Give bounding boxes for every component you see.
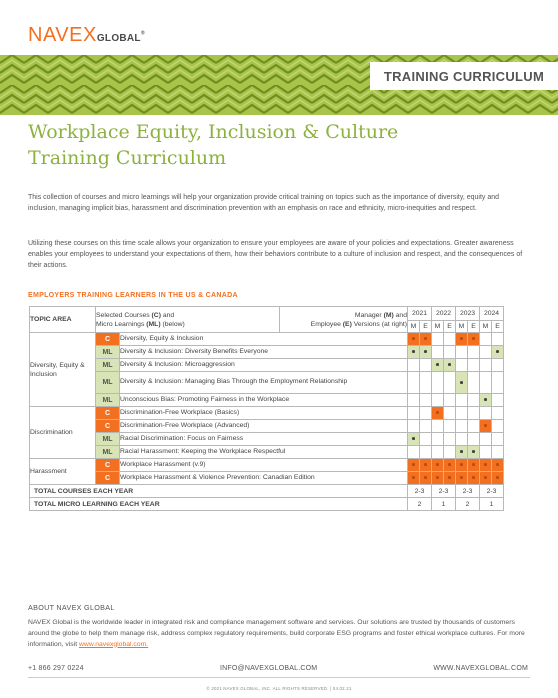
version-e-header: E — [468, 321, 480, 333]
version-e-header: E — [420, 321, 432, 333]
course-row — [30, 459, 504, 472]
intro-paragraph-1: This collection of courses and micro learnings will help your organization provide critical training on topics such as the importance of diversity, equity and inclusion, managing implicit bias, harassment and discrimination prevention with an emphasis on race and ethnicity, micro-inequities and respect. — [28, 194, 500, 213]
year-header: 2022 — [432, 307, 456, 321]
course-type-badge: ML — [96, 394, 120, 407]
empty-cell — [432, 333, 444, 346]
empty-cell — [492, 433, 504, 446]
about-text: NAVEX Global is the worldwide leader in integrated risk and compliance management software and services. Our solutions are trusted by thousands of customers around the globe to help them manage risk, address complex regulatory requirements, build corporate ESG programs and foster ethical workplace cultures. For more information, visit — [28, 619, 525, 648]
empty-cell — [420, 372, 432, 394]
scheduled-dot-icon — [412, 437, 415, 440]
empty-cell — [408, 372, 420, 394]
empty-cell — [468, 372, 480, 394]
total-micro-value: 1 — [480, 498, 504, 511]
scheduled-dot-icon — [412, 337, 415, 340]
training-curriculum-tag: TRAINING CURRICULUM — [370, 62, 558, 90]
versions-header — [280, 307, 408, 333]
scheduled-cell — [468, 333, 480, 346]
scheduled-dot-icon — [472, 450, 475, 453]
scheduled-dot-icon — [460, 463, 463, 466]
scheduled-cell — [408, 333, 420, 346]
scheduled-dot-icon — [472, 463, 475, 466]
micro-header-ml: (ML) — [146, 320, 161, 328]
scheduled-cell — [480, 472, 492, 485]
scheduled-dot-icon — [472, 337, 475, 340]
course-type-badge: ML — [96, 433, 120, 446]
empty-cell — [468, 407, 480, 420]
scheduled-cell — [456, 446, 468, 459]
total-courses-value: 2-3 — [480, 485, 504, 498]
version-e-header: E — [444, 321, 456, 333]
total-micro-value: 2 — [408, 498, 432, 511]
courses-header-c: (C) — [151, 311, 161, 319]
empty-cell — [492, 446, 504, 459]
course-type-badge: ML — [96, 346, 120, 359]
course-name: Workplace Harassment & Violence Prevention: Canadian Edition — [120, 472, 408, 485]
curriculum-body — [30, 333, 504, 485]
course-name: Workplace Harassment (v.9) — [120, 459, 408, 472]
table-section-heading: EMPLOYERS TRAINING LEARNERS IN THE US & CANADA — [28, 292, 238, 299]
copyright: © 2021 NAVEX GLOBAL, INC. ALL RIGHTS RESERVED. | 04.02.21 — [206, 686, 352, 691]
scheduled-cell — [420, 472, 432, 485]
year-header: 2023 — [456, 307, 480, 321]
logo-global-text: GLOBAL — [96, 33, 141, 44]
topic-area-header: TOPIC AREA — [30, 307, 96, 333]
micro-header-below: (below) — [160, 320, 185, 328]
scheduled-dot-icon — [412, 350, 415, 353]
empty-cell — [432, 446, 444, 459]
course-row — [30, 446, 504, 459]
scheduled-dot-icon — [496, 476, 499, 479]
scheduled-dot-icon — [436, 411, 439, 414]
version-m-header: M — [432, 321, 444, 333]
course-row — [30, 346, 504, 359]
scheduled-cell — [420, 459, 432, 472]
scheduled-cell — [468, 472, 480, 485]
scheduled-cell — [420, 346, 432, 359]
empty-cell — [480, 359, 492, 372]
total-courses-value: 2-3 — [456, 485, 480, 498]
courses-header-text: Selected Courses — [96, 311, 152, 319]
empty-cell — [456, 346, 468, 359]
topic-area-cell: Diversity, Equity & Inclusion — [30, 333, 96, 407]
scheduled-dot-icon — [412, 476, 415, 479]
empty-cell — [420, 433, 432, 446]
empty-cell — [456, 359, 468, 372]
empty-cell — [468, 420, 480, 433]
scheduled-dot-icon — [448, 476, 451, 479]
mgr-header-and: and — [393, 311, 407, 319]
total-micro-value: 1 — [432, 498, 456, 511]
course-type-badge: C — [96, 472, 120, 485]
empty-cell — [456, 407, 468, 420]
empty-cell — [444, 372, 456, 394]
website-link[interactable]: www.navexglobal.com. — [79, 640, 149, 648]
empty-cell — [444, 420, 456, 433]
phone-number: +1 866 297 0224 — [28, 665, 84, 672]
mgr-header-text: Manager — [354, 311, 384, 319]
course-type-badge: C — [96, 333, 120, 346]
scheduled-dot-icon — [484, 463, 487, 466]
empty-cell — [420, 359, 432, 372]
scheduled-dot-icon — [496, 350, 499, 353]
scheduled-cell — [444, 359, 456, 372]
total-micro-row — [30, 498, 504, 511]
empty-cell — [480, 446, 492, 459]
scheduled-dot-icon — [424, 476, 427, 479]
scheduled-dot-icon — [460, 381, 463, 384]
empty-cell — [456, 420, 468, 433]
scheduled-cell — [492, 472, 504, 485]
empty-cell — [444, 433, 456, 446]
scheduled-dot-icon — [472, 476, 475, 479]
scheduled-dot-icon — [496, 463, 499, 466]
scheduled-cell — [468, 459, 480, 472]
empty-cell — [420, 407, 432, 420]
scheduled-cell — [408, 472, 420, 485]
scheduled-dot-icon — [424, 337, 427, 340]
version-m-header: M — [480, 321, 492, 333]
scheduled-cell — [432, 459, 444, 472]
empty-cell — [432, 372, 444, 394]
year-header: 2024 — [480, 307, 504, 321]
version-m-header: M — [456, 321, 468, 333]
total-courses-value: 2-3 — [408, 485, 432, 498]
course-row — [30, 407, 504, 420]
empty-cell — [480, 372, 492, 394]
empty-cell — [468, 433, 480, 446]
scheduled-dot-icon — [484, 424, 487, 427]
scheduled-cell — [432, 359, 444, 372]
empty-cell — [468, 394, 480, 407]
course-row — [30, 359, 504, 372]
course-name: Unconscious Bias: Promoting Fairness in the Workplace — [120, 394, 408, 407]
version-e-header: E — [492, 321, 504, 333]
emp-header-text: Employee — [310, 320, 343, 328]
scheduled-cell — [408, 433, 420, 446]
curriculum-table — [29, 306, 504, 511]
topic-area-cell: Discrimination — [30, 407, 96, 459]
navex-global-logo[interactable] — [28, 24, 145, 47]
empty-cell — [468, 359, 480, 372]
scheduled-dot-icon — [448, 463, 451, 466]
empty-cell — [492, 372, 504, 394]
course-name: Racial Discrimination: Focus on Fairness — [120, 433, 408, 446]
empty-cell — [420, 420, 432, 433]
course-type-badge: C — [96, 420, 120, 433]
topic-area-cell: Harassment — [30, 459, 96, 485]
scheduled-dot-icon — [460, 450, 463, 453]
scheduled-dot-icon — [436, 463, 439, 466]
empty-cell — [480, 407, 492, 420]
scheduled-cell — [468, 446, 480, 459]
scheduled-cell — [408, 459, 420, 472]
scheduled-cell — [480, 459, 492, 472]
course-type-badge: C — [96, 459, 120, 472]
empty-cell — [432, 346, 444, 359]
empty-cell — [432, 394, 444, 407]
empty-cell — [444, 346, 456, 359]
course-row — [30, 333, 504, 346]
scheduled-cell — [480, 394, 492, 407]
total-micro-label: TOTAL MICRO LEARNING EACH YEAR — [30, 498, 408, 511]
course-row — [30, 372, 504, 394]
empty-cell — [492, 407, 504, 420]
course-type-badge: ML — [96, 372, 120, 394]
scheduled-cell — [456, 459, 468, 472]
scheduled-dot-icon — [412, 463, 415, 466]
scheduled-cell — [456, 372, 468, 394]
empty-cell — [408, 394, 420, 407]
empty-cell — [432, 420, 444, 433]
intro-paragraph-2: Utilizing these courses on this time scale allows your organization to ensure your employees are aware of your policies and expectations. Greater awareness enables your employees to understand your expectations of them, how their behaviors contribute to a culture of inclusion and respect, and the consequences of their actions. — [28, 240, 523, 270]
scheduled-dot-icon — [436, 363, 439, 366]
course-name: Diversity & Inclusion: Diversity Benefits Everyone — [120, 346, 408, 359]
total-courses-value: 2-3 — [432, 485, 456, 498]
course-name: Diversity, Equity & Inclusion — [120, 333, 408, 346]
empty-cell — [432, 433, 444, 446]
scheduled-cell — [420, 333, 432, 346]
course-name: Diversity & Inclusion: Microaggression — [120, 359, 408, 372]
scheduled-cell — [444, 472, 456, 485]
version-m-header: M — [408, 321, 420, 333]
empty-cell — [444, 394, 456, 407]
empty-cell — [444, 407, 456, 420]
course-name: Discrimination-Free Workplace (Advanced) — [120, 420, 408, 433]
scheduled-dot-icon — [484, 476, 487, 479]
empty-cell — [492, 359, 504, 372]
courses-header-and: and — [160, 311, 175, 319]
empty-cell — [444, 333, 456, 346]
scheduled-cell — [480, 420, 492, 433]
scheduled-dot-icon — [484, 398, 487, 401]
about-heading: ABOUT NAVEX GLOBAL — [28, 603, 115, 612]
empty-cell — [480, 333, 492, 346]
website-url[interactable]: WWW.NAVEXGLOBAL.COM — [433, 665, 528, 672]
scheduled-cell — [492, 459, 504, 472]
scheduled-cell — [432, 472, 444, 485]
emp-header-e: (E) — [342, 320, 352, 328]
course-row — [30, 433, 504, 446]
total-courses-row — [30, 485, 504, 498]
mgr-header-m: (M) — [383, 311, 394, 319]
logo-mark: ® — [140, 30, 145, 37]
footer-divider — [28, 677, 530, 678]
scheduled-dot-icon — [424, 350, 427, 353]
course-row — [30, 472, 504, 485]
scheduled-dot-icon — [436, 476, 439, 479]
empty-cell — [408, 359, 420, 372]
course-type-badge: C — [96, 407, 120, 420]
table-header-row-1 — [30, 307, 504, 321]
scheduled-dot-icon — [460, 476, 463, 479]
empty-cell — [480, 433, 492, 446]
course-type-badge: ML — [96, 359, 120, 372]
scheduled-dot-icon — [448, 363, 451, 366]
empty-cell — [480, 346, 492, 359]
course-name: Discrimination-Free Workplace (Basics) — [120, 407, 408, 420]
total-micro-value: 2 — [456, 498, 480, 511]
page-title-line2: Training Curriculum — [28, 147, 227, 169]
scheduled-cell — [432, 407, 444, 420]
logo-navex-text: NAVEX — [28, 24, 97, 46]
scheduled-dot-icon — [460, 337, 463, 340]
empty-cell — [456, 394, 468, 407]
scheduled-cell — [408, 346, 420, 359]
course-type-badge: ML — [96, 446, 120, 459]
page-title — [28, 119, 528, 171]
empty-cell — [456, 433, 468, 446]
empty-cell — [492, 420, 504, 433]
course-name: Racial Harassment: Keeping the Workplace Respectful — [120, 446, 408, 459]
scheduled-cell — [456, 333, 468, 346]
scheduled-cell — [492, 346, 504, 359]
empty-cell — [420, 446, 432, 459]
scheduled-dot-icon — [424, 463, 427, 466]
course-row — [30, 394, 504, 407]
empty-cell — [408, 420, 420, 433]
course-name: Diversity & Inclusion: Managing Bias Through the Employment Relationship — [120, 372, 408, 394]
scheduled-cell — [456, 472, 468, 485]
course-row — [30, 420, 504, 433]
courses-header — [96, 307, 280, 333]
year-header: 2021 — [408, 307, 432, 321]
page-title-line1: Workplace Equity, Inclusion & Culture — [28, 121, 399, 143]
micro-header-text: Micro Learnings — [96, 320, 147, 328]
empty-cell — [468, 346, 480, 359]
empty-cell — [408, 407, 420, 420]
empty-cell — [492, 394, 504, 407]
email-link[interactable]: INFO@NAVEXGLOBAL.COM — [220, 665, 318, 672]
empty-cell — [492, 333, 504, 346]
emp-header-rest: Versions (at right) — [351, 320, 407, 328]
about-paragraph — [28, 618, 528, 650]
empty-cell — [408, 446, 420, 459]
empty-cell — [420, 394, 432, 407]
total-courses-label: TOTAL COURSES EACH YEAR — [30, 485, 408, 498]
empty-cell — [444, 446, 456, 459]
scheduled-cell — [444, 459, 456, 472]
